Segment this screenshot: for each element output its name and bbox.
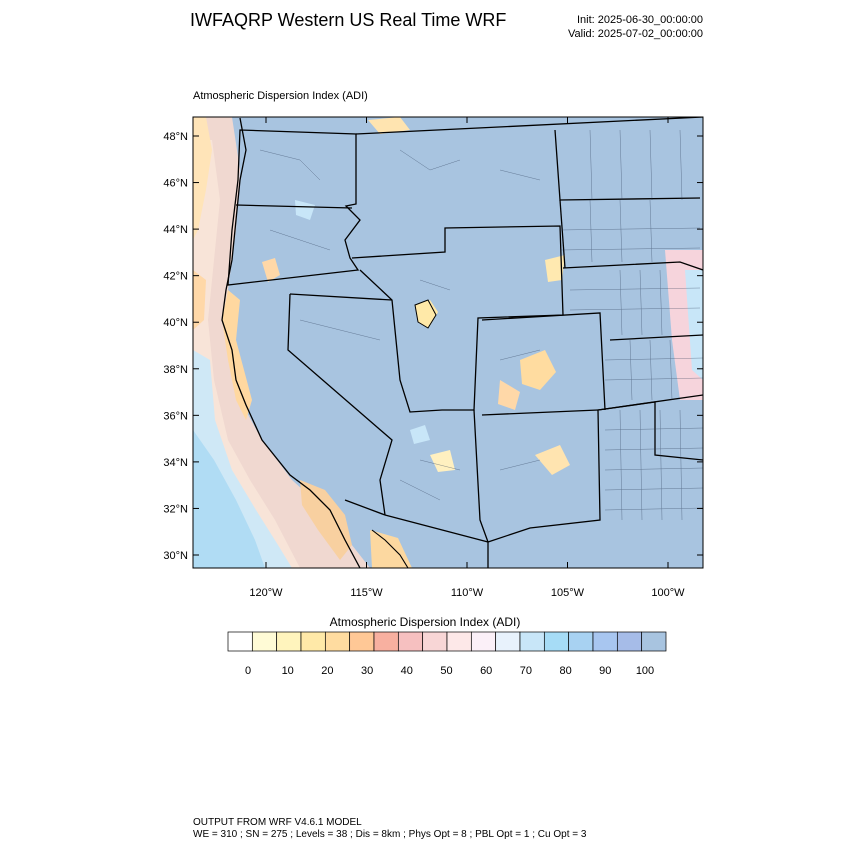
colorbar-box	[471, 632, 495, 651]
colorbar-box	[325, 632, 349, 651]
colorbar	[228, 632, 666, 677]
lat-label: 38°N	[163, 363, 188, 376]
colorbar-tick-label: 10	[281, 665, 294, 677]
page-title: IWFAQRP Western US Real Time WRF	[190, 10, 507, 30]
lat-label: 36°N	[163, 410, 188, 423]
lat-label: 42°N	[163, 270, 188, 283]
lon-label: 115°W	[350, 587, 383, 599]
lat-label: 40°N	[163, 317, 188, 330]
lon-label: 105°W	[550, 587, 585, 599]
colorbar-box	[520, 632, 544, 651]
colorbar-box	[252, 632, 276, 651]
lon-label: 120°W	[249, 587, 283, 599]
colorbar-box	[569, 632, 593, 651]
colorbar-tick-label: 80	[559, 665, 572, 677]
colorbar-box	[398, 632, 422, 651]
lat-label: 34°N	[163, 456, 188, 469]
colorbar-box	[301, 632, 325, 651]
colorbar-tick-label: 70	[519, 665, 533, 677]
colorbar-box	[447, 632, 471, 651]
footer-model: OUTPUT FROM WRF V4.6.1 MODEL	[193, 817, 362, 828]
colorbar-box	[496, 632, 520, 651]
field-title: Atmospheric Dispersion Index (ADI)	[193, 90, 368, 102]
lat-label: 44°N	[163, 224, 188, 237]
colorbar-tick-label: 30	[360, 665, 374, 677]
colorbar-tick-label: 0	[244, 665, 252, 677]
colorbar-box	[228, 632, 252, 651]
colorbar-box	[642, 632, 666, 651]
colorbar-box	[544, 632, 568, 651]
init-time: Init: 2025-06-30_00:00:00	[577, 14, 703, 26]
colorbar-box	[593, 632, 617, 651]
colorbar-tick-label: 100	[635, 665, 655, 677]
map-field	[193, 117, 703, 568]
lon-label: 110°W	[450, 587, 484, 599]
colorbar-box	[374, 632, 398, 651]
lon-label: 100°W	[651, 587, 685, 599]
lat-label: 48°N	[163, 131, 188, 143]
valid-time: Valid: 2025-07-02_00:00:00	[568, 28, 703, 40]
lat-label: 32°N	[163, 503, 188, 516]
lat-label: 46°N	[163, 177, 188, 190]
colorbar-box	[277, 632, 301, 651]
colorbar-tick-label: 90	[599, 665, 612, 677]
lat-label: 30°N	[163, 550, 188, 562]
colorbar-tick-label: 40	[400, 665, 413, 677]
colorbar-title: Atmospheric Dispersion Index (ADI)	[329, 615, 521, 629]
colorbar-tick-label: 50	[440, 665, 453, 677]
colorbar-tick-label: 60	[480, 665, 493, 677]
colorbar-box	[423, 632, 447, 651]
colorbar-tick-label: 20	[321, 665, 334, 677]
colorbar-box	[617, 632, 641, 651]
footer-config: WE = 310 ; SN = 275 ; Levels = 38 ; Dis = 8km ; Phys Opt = 8 ; PBL Opt = 1 ; Cu Opt = 3	[193, 829, 587, 840]
colorbar-box	[350, 632, 374, 651]
